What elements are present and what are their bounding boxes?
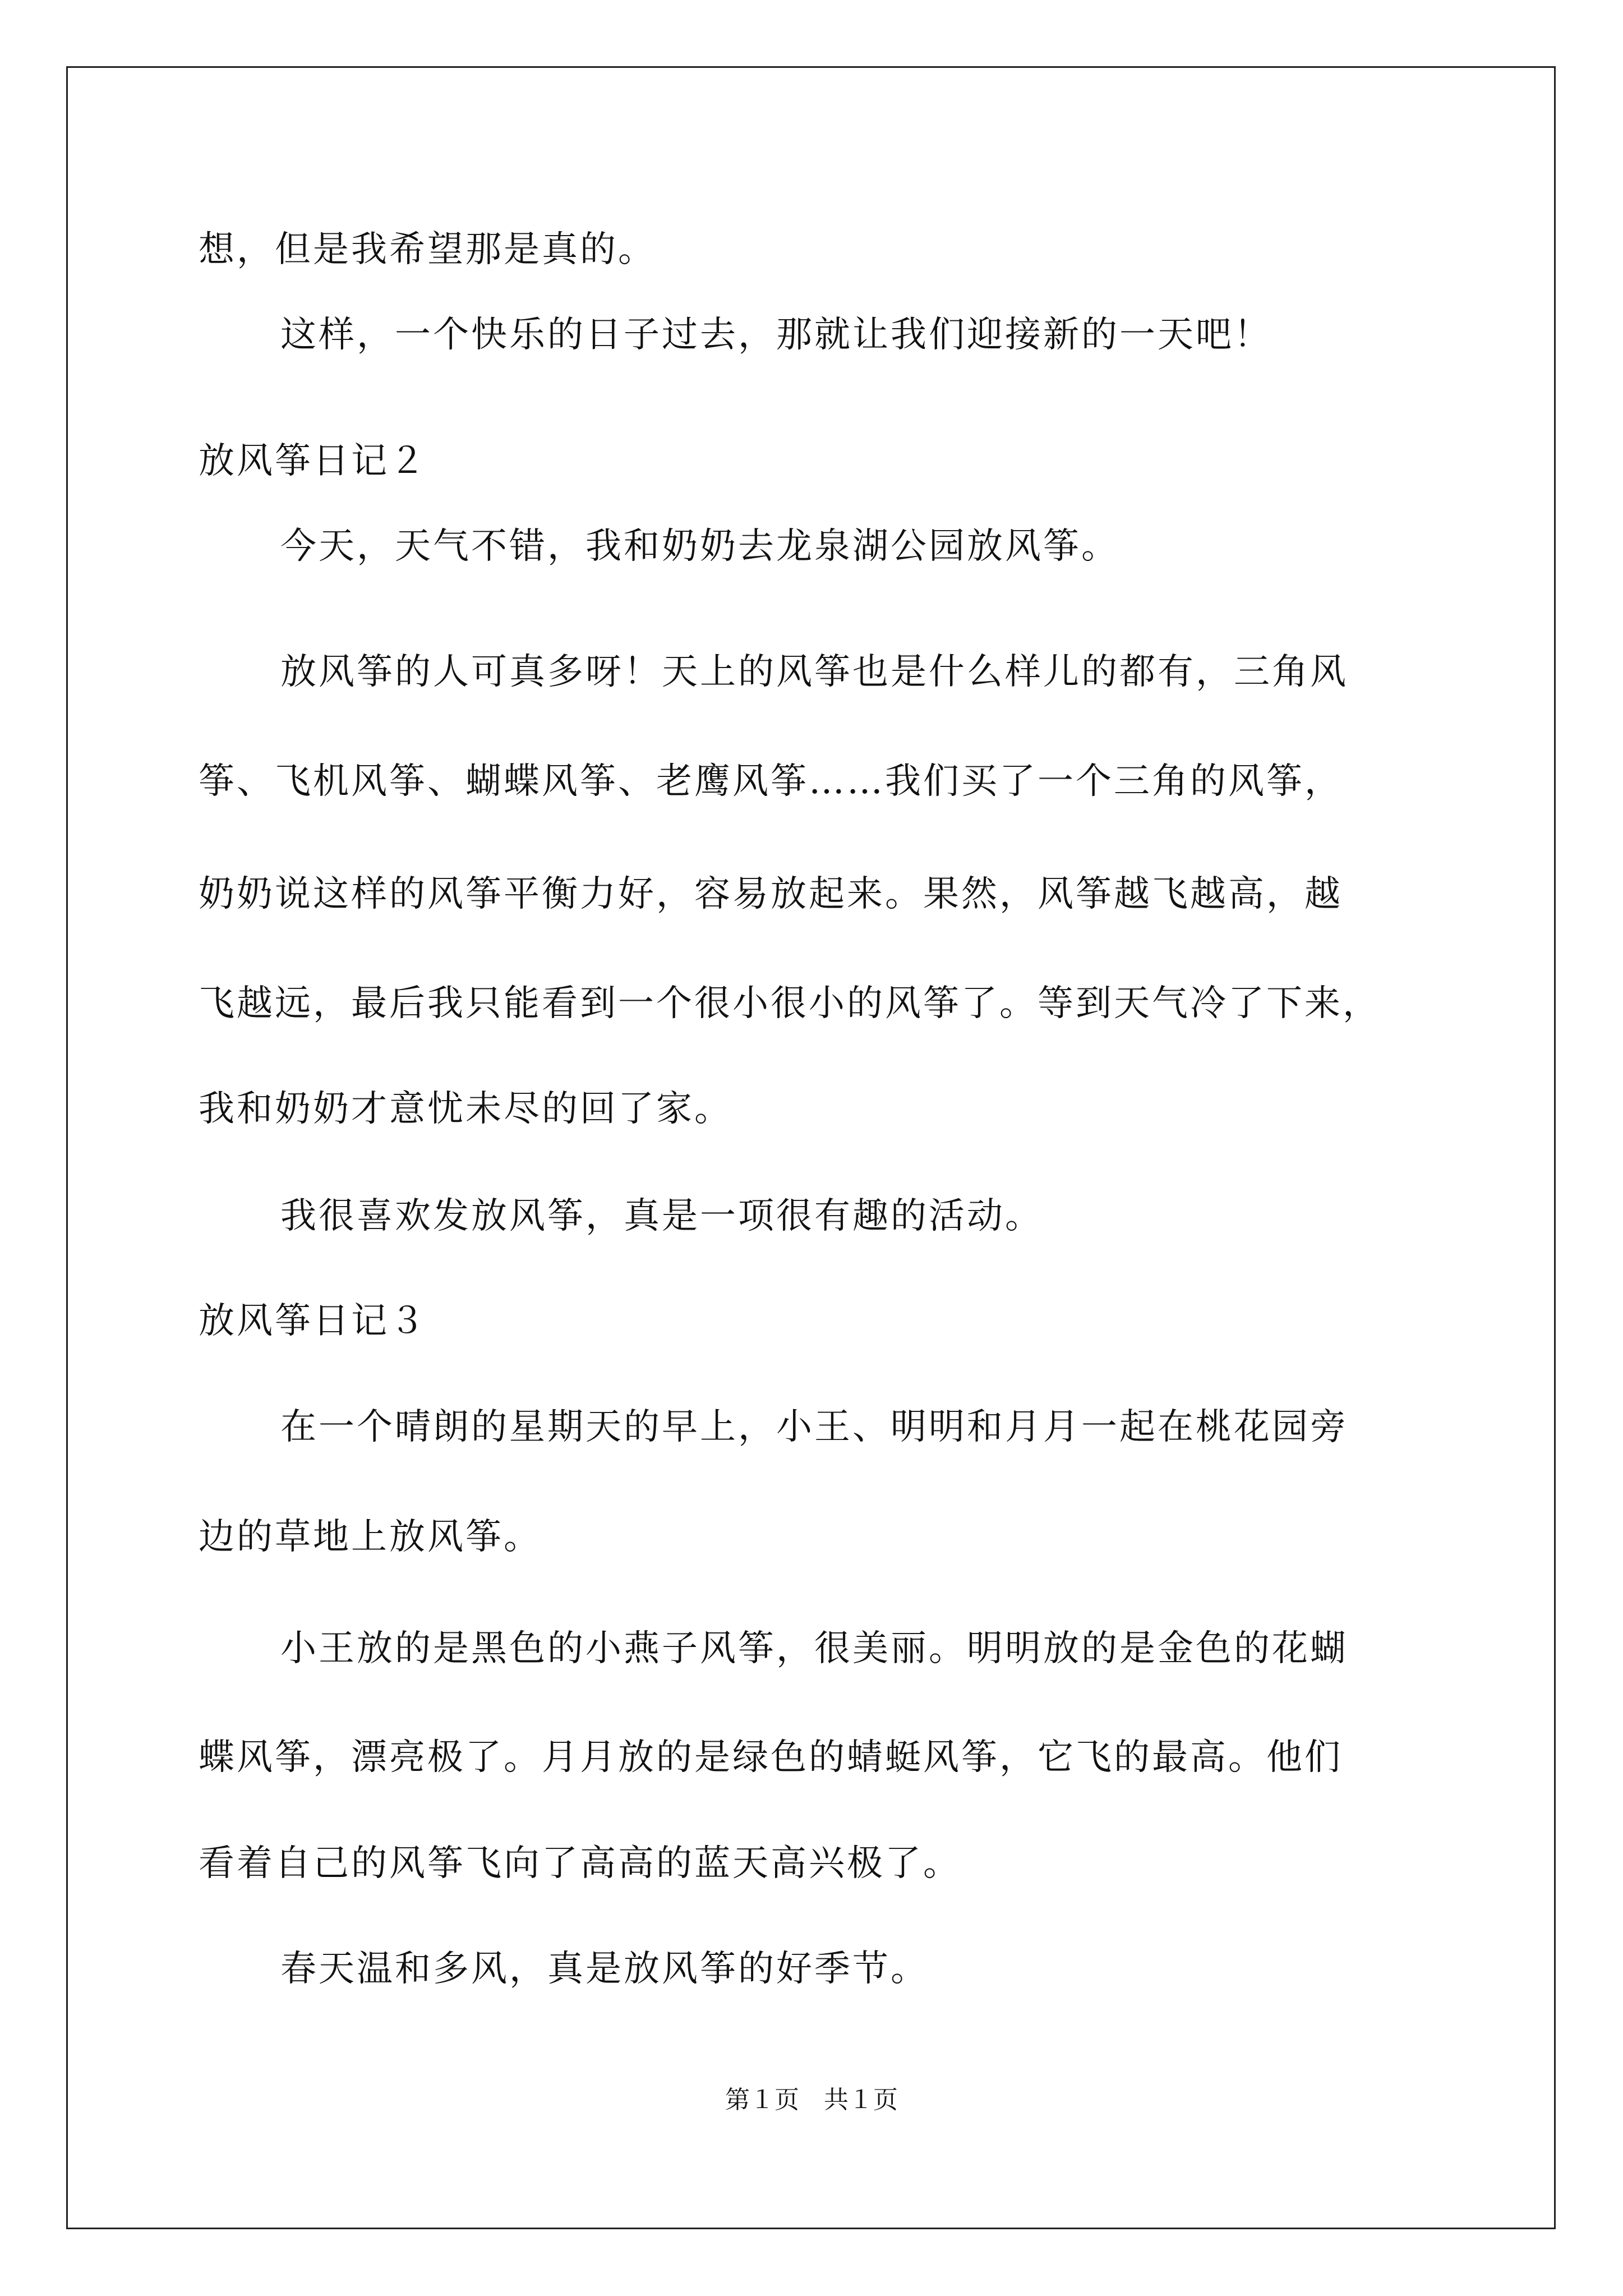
page-border [66, 66, 1556, 2229]
diary-heading-3: 放风筝日记３ [199, 1300, 427, 1342]
paragraph-line: 我和奶奶才意忧未尽的回了家。 [199, 1088, 732, 1130]
paragraph-line: 小王放的是黑色的小燕子风筝，很美丽。明明放的是金色的花蝴 [280, 1628, 1348, 1669]
paragraph-line: 我很喜欢发放风筝，真是一项很有趣的活动。 [280, 1195, 1043, 1237]
paragraph-line: 筝、飞机风筝、蝴蝶风筝、老鹰风筝……我们买了一个三角的风筝， [199, 761, 1343, 802]
paragraph-line: 放风筝的人可真多呀！天上的风筝也是什么样儿的都有，三角风 [280, 651, 1348, 693]
paragraph-line: 奶奶说这样的风筝平衡力好，容易放起来。果然，风筝越飞越高，越 [199, 873, 1343, 915]
paragraph-line: 飞越远，最后我只能看到一个很小很小的风筝了。等到天气冷了下来， [199, 983, 1381, 1024]
page-footer: 第１页 共１页 [725, 2086, 898, 2114]
paragraph-line: 在一个晴朗的星期天的早上，小王、明明和月月一起在桃花园旁 [280, 1406, 1348, 1448]
paragraph-line: 春天温和多风，真是放风筝的好季节。 [280, 1948, 929, 1990]
paragraph-line: 看着自己的风筝飞向了高高的蓝天高兴极了。 [199, 1843, 961, 1884]
paragraph-line: 边的草地上放风筝。 [199, 1516, 542, 1558]
paragraph-line: 今天，天气不错，我和奶奶去龙泉湖公园放风筝。 [280, 526, 1119, 567]
paragraph-continuation: 想，但是我希望那是真的。 [199, 229, 656, 270]
paragraph-line: 蝶风筝，漂亮极了。月月放的是绿色的蜻蜓风筝，它飞的最高。他们 [199, 1737, 1343, 1778]
paragraph-closing: 这样，一个快乐的日子过去，那就让我们迎接新的一天吧！ [280, 314, 1272, 356]
diary-heading-2: 放风筝日记２ [199, 440, 427, 482]
